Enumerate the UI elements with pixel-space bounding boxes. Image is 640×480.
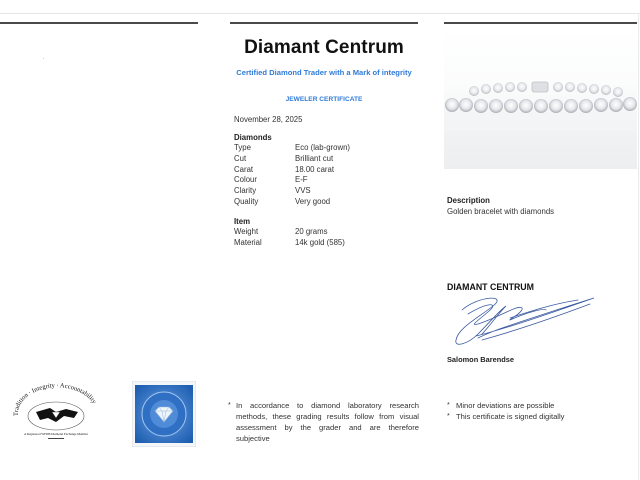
signature-icon — [448, 294, 598, 350]
diamonds-section — [234, 132, 350, 208]
left-column-rule — [0, 22, 198, 24]
spec-label: Weight — [234, 227, 259, 236]
spec-row — [234, 197, 350, 208]
description-text: Golden bracelet with diamonds — [447, 207, 555, 216]
signer-name: Salomon Barendse — [447, 355, 514, 364]
speck — [43, 58, 44, 59]
wfdb-seal-icon — [8, 382, 103, 442]
certificate-date: November 28, 2025 — [234, 115, 303, 124]
bracelet-icon — [444, 27, 637, 169]
spec-value: Eco (lab-grown) — [295, 143, 351, 152]
bullet: * — [228, 402, 231, 409]
diamond-bourse-seal-icon — [132, 381, 196, 447]
note-item — [447, 400, 564, 411]
spec-value: E-F — [295, 175, 308, 185]
spec-label: Cut — [234, 153, 247, 163]
seal-arc-text: Tradition · Integrity · Accountability — [12, 382, 98, 417]
note-text: Minor deviations are possible — [456, 401, 555, 410]
right-column-rule — [444, 22, 637, 24]
bullet: * — [447, 402, 450, 409]
disclaimer-text: In accordance to diamond laboratory research methods, these grading results follow from visual assessment by the grader and are therefore subjective — [236, 401, 419, 443]
spec-row — [234, 143, 350, 154]
spec-row — [234, 175, 350, 186]
spec-label: Colour — [234, 175, 257, 185]
disclaimer — [228, 400, 438, 444]
note-text: This certificate is signed digitally — [456, 412, 565, 421]
product-image — [444, 27, 637, 169]
spec-value: 20 grams — [295, 227, 328, 236]
spec-label: Type — [234, 143, 251, 152]
bullet: * — [447, 413, 450, 420]
diamonds-title: Diamonds — [234, 133, 272, 142]
spec-value: VVS — [295, 186, 311, 196]
notes-list — [447, 400, 564, 422]
spec-row — [234, 238, 345, 249]
spec-label: Carat — [234, 164, 254, 174]
tagline: Certified Diamond Trader with a Mark of integrity — [236, 68, 412, 77]
description-title: Description — [447, 196, 490, 205]
seal-bottom-text: A Registered WFDB Diamond Exchange Member — [23, 432, 89, 436]
item-title: Item — [234, 217, 251, 226]
top-border — [0, 13, 640, 14]
spec-value: 14k gold (585) — [295, 237, 345, 247]
right-border — [638, 13, 639, 480]
spec-label: Quality — [234, 196, 259, 206]
spec-value: 18.00 carat — [295, 164, 335, 174]
document-type: JEWELER CERTIFICATE — [285, 96, 363, 103]
spec-label: Material — [234, 237, 262, 247]
spec-row — [234, 154, 350, 165]
spec-row — [234, 165, 350, 176]
note-item — [447, 411, 564, 422]
company-name: DIAMANT CENTRUM — [447, 282, 534, 292]
page-title: Diamant Centrum — [244, 37, 404, 58]
spec-label: Clarity — [234, 186, 257, 196]
center-column-rule — [230, 22, 418, 24]
spec-value: Very good — [295, 196, 331, 206]
spec-row — [234, 227, 345, 238]
item-section — [234, 216, 345, 249]
spec-value: Brilliant cut — [295, 153, 334, 163]
spec-row — [234, 186, 350, 197]
